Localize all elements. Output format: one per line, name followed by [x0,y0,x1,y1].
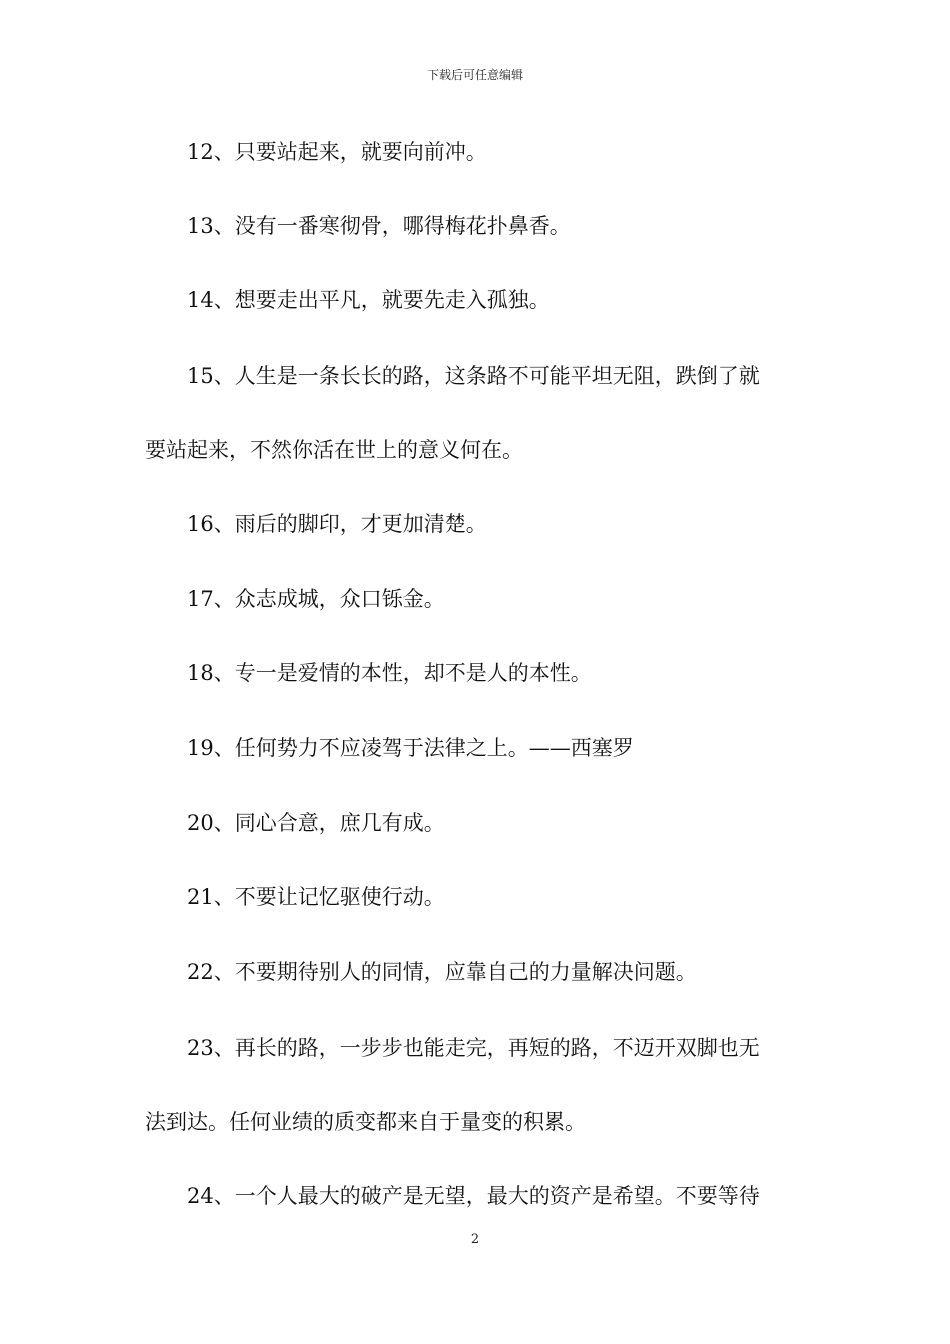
paragraph-23-line-1: 23、再长的路，一步步也能走完，再短的路，不迈开双脚也无 [187,1036,760,1060]
paragraph-23-line-2: 法到达。任何业绩的质变都来自于量变的积累。 [145,1110,586,1134]
paragraph-22: 22、不要期待别人的同情，应靠自己的力量解决问题。 [187,960,697,984]
paragraph-19: 19、任何势力不应凌驾于法律之上。——西塞罗 [187,736,634,760]
paragraph-16: 16、雨后的脚印，才更加清楚。 [187,512,487,536]
page-header: 下载后可任意编辑 [426,68,523,82]
paragraph-17: 17、众志成城，众口铄金。 [187,587,445,611]
paragraph-15-line-2: 要站起来，不然你活在世上的意义何在。 [145,438,523,462]
paragraph-21: 21、不要让记忆驱使行动。 [187,885,445,909]
paragraph-12: 12、只要站起来，就要向前冲。 [187,140,487,164]
page-number: 2 [470,1232,480,1247]
paragraph-18: 18、专一是爱情的本性，却不是人的本性。 [187,661,592,685]
paragraph-24: 24、一个人最大的破产是无望，最大的资产是希望。不要等待 [187,1184,760,1208]
paragraph-20: 20、同心合意，庶几有成。 [187,811,445,835]
paragraph-14: 14、想要走出平凡，就要先走入孤独。 [187,288,550,312]
paragraph-15-line-1: 15、人生是一条长长的路，这条路不可能平坦无阻，跌倒了就 [187,364,760,388]
paragraph-13: 13、没有一番寒彻骨，哪得梅花扑鼻香。 [187,214,571,238]
